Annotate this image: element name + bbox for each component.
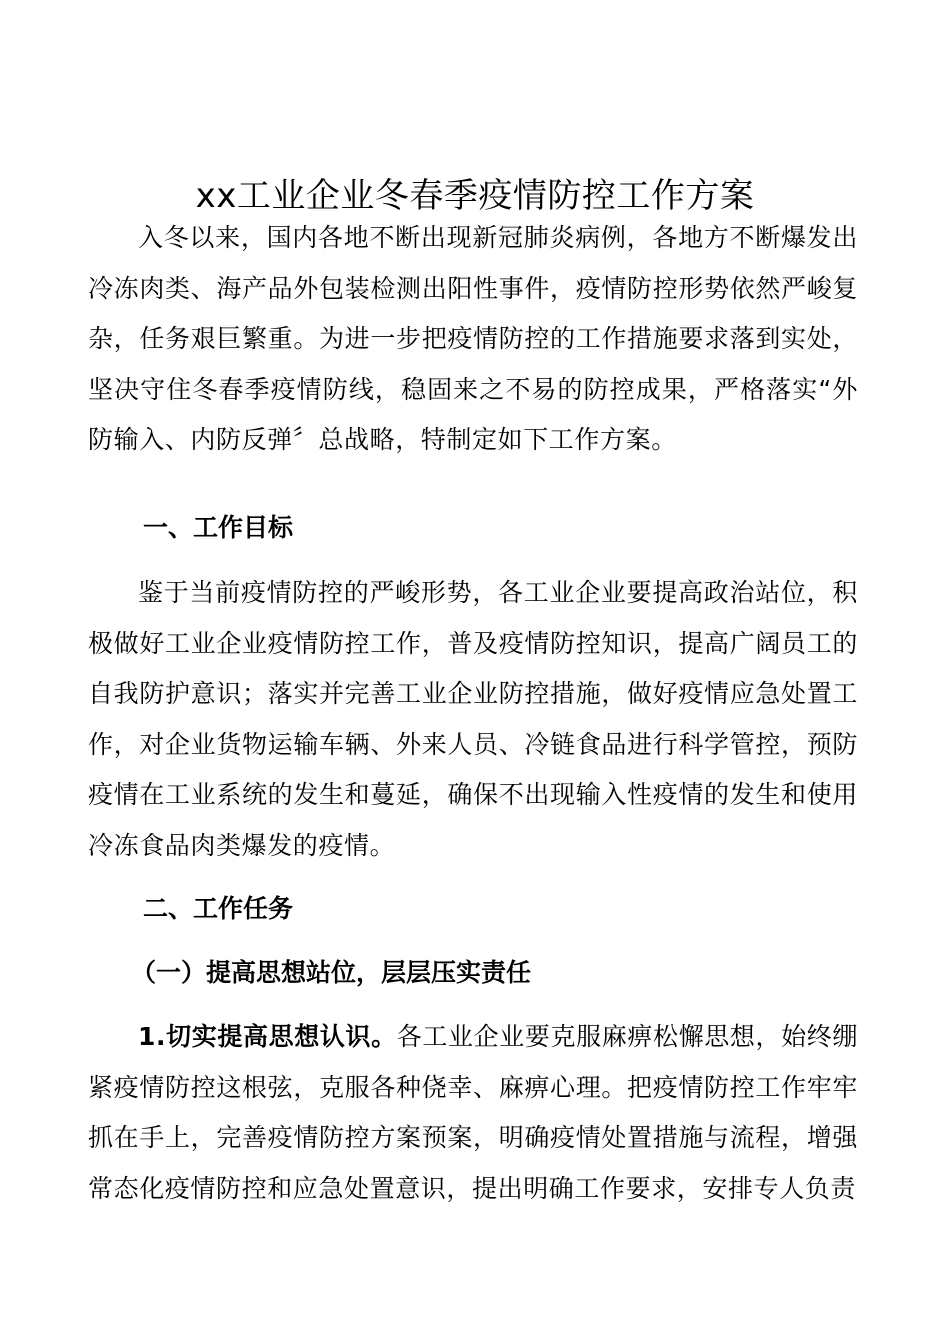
item-1-body: 各工业企业要克服麻痹松懈思想，始终绷紧疫情防控这根弦，克服各种侥幸、麻痹心理。把疫情防控工作牢牢抓在手上，完善疫情防控方案预案，明确疫情处置措施与流程，增强常态化疫情防控和应急处置意识，提出明确工作要求，安排专人负责 xyxy=(88,1022,858,1203)
section-1-paragraph: 鉴于当前疫情防控的严峻形势，各工业企业要提高政治站位，积极做好工业企业疫情防控工作，普及疫情防控知识，提高广阔员工的自我防护意识；落实并完善工业企业防控措施，做好疫情应急处置工作，对企业货物运输车辆、外来人员、冷链食品进行科学管控，预防疫情在工业系统的发生和蔓延，确保不出现输入性疫情的发生和使用冷冻食品肉类爆发的疫情。 xyxy=(88,578,858,860)
section-2-heading: 二、工作任务 xyxy=(143,894,294,923)
section-1-heading: 一、工作目标 xyxy=(143,513,294,542)
document-title: xx工业企业冬春季疫情防控工作方案 xyxy=(195,176,755,216)
intro-paragraph: 入冬以来，国内各地不断出现新冠肺炎病例，各地方不断爆发出冷冻肉类、海产品外包装检测出阳性事件，疫情防控形势依然严峻复杂，任务艰巨繁重。为进一步把疫情防控的工作措施要求落到实处，坚决守住冬春季疫情防线，稳固来之不易的防控成果，严格落实“外防输入、内防反弹〞总战略，特制定如下工作方案。 xyxy=(88,223,858,455)
item-1-lead: 1.切实提高思想认识。 xyxy=(138,1022,397,1051)
section-2-subheading: （一）提高思想站位，层层压实责任 xyxy=(131,958,532,987)
item-1-paragraph xyxy=(88,1012,858,1214)
